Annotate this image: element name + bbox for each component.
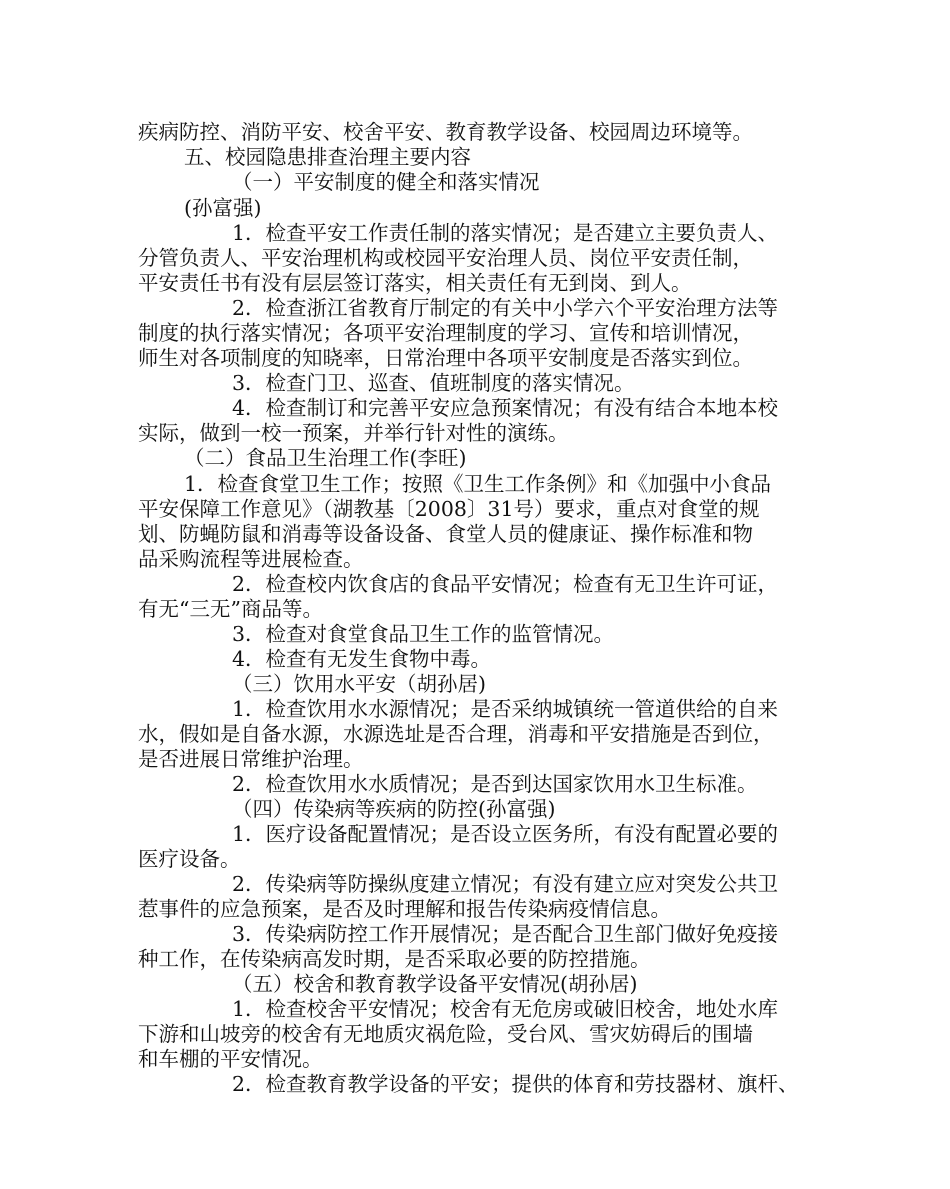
- text-line: 品采购流程等进展检查。: [138, 547, 364, 571]
- text-line: 有无“三无”商品等。: [138, 597, 323, 621]
- text-line: 1．检查平安工作责任制的落实情况；是否建立主要负责人、: [232, 221, 779, 245]
- text-line: 种工作，在传染病高发时期，是否采取必要的防控措施。: [138, 947, 651, 971]
- text-line: 平安责任书有没有层层签订落实，相关责任有无到岗、到人。: [138, 271, 692, 295]
- text-line: 实际，做到一校一预案，并举行针对性的演练。: [138, 421, 569, 445]
- text-line: 3．传染病防控工作开展情况；是否配合卫生部门做好免疫接: [232, 922, 779, 946]
- text-line: 1．检查食堂卫生工作；按照《卫生工作条例》和《加强中小食品: [184, 472, 772, 496]
- text-line: 1．检查校舍平安情况；校舍有无危房或破旧校舍，地处水库: [232, 997, 779, 1021]
- text-line: 分管负责人、平安治理机构或校园平安治理人员、岗位平安责任制，: [138, 246, 753, 270]
- text-line: 2．传染病等防操纵度建立情况；有没有建立应对突发公共卫: [232, 872, 779, 896]
- text-line: 2．检查饮用水水质情况；是否到达国家饮用水卫生标准。: [232, 772, 758, 796]
- text-line: 平安保障工作意见》（湖教基〔2008〕31号）要求，重点对食堂的规: [138, 497, 760, 521]
- text-line: 和车棚的平安情况。: [138, 1047, 323, 1071]
- subsection-heading: （三）饮用水平安（胡孙居): [232, 672, 486, 696]
- text-line: 4．检查有无发生食物中毒。: [232, 647, 492, 671]
- section-heading: 五、校园隐患排查治理主要内容: [184, 145, 471, 169]
- text-line: 4．检查制订和完善平安应急预案情况；有没有结合本地本校: [232, 396, 779, 420]
- text-line: 3．检查对食堂食品卫生工作的监管情况。: [232, 622, 615, 646]
- text-line: 是否进展日常维护治理。: [138, 747, 364, 771]
- text-line: 疾病防控、消防平安、校舍平安、教育教学设备、校园周边环境等。: [138, 120, 753, 144]
- text-line: 3．检查门卫、巡查、值班制度的落实情况。: [232, 371, 635, 395]
- text-line: 制度的执行落实情况；各项平安治理制度的学习、宣传和培训情况，: [138, 321, 753, 345]
- text-line: 医疗设备。: [138, 847, 241, 871]
- text-line: 划、防蝇防鼠和消毒等设备设备、食堂人员的健康证、操作标准和物: [138, 522, 753, 546]
- text-line: 2．检查校内饮食店的食品平安情况；检查有无卫生许可证，: [232, 572, 779, 596]
- text-line: 师生对各项制度的知晓率，日常治理中各项平安制度是否落实到位。: [138, 346, 753, 370]
- text-line: 下游和山坡旁的校舍有无地质灾祸危险，受台风、雪灾妨碍后的围墙: [138, 1022, 753, 1046]
- subsection-heading: （二）食品卫生治理工作(李旺): [184, 446, 467, 470]
- text-line: (孙富强): [184, 196, 262, 220]
- text-line: 水，假如是自备水源，水源选址是否合理，消毒和平安措施是否到位，: [138, 722, 774, 746]
- text-line: 2．检查浙江省教育厅制定的有关中小学六个平安治理方法等: [232, 296, 779, 320]
- text-line: 惹事件的应急预案，是否及时理解和报告传染病疫情信息。: [138, 897, 671, 921]
- text-line: 2．检查教育教学设备的平安；提供的体育和劳技器材、旗杆、: [232, 1072, 799, 1096]
- text-line: 1．医疗设备配置情况；是否设立医务所，有没有配置必要的: [232, 822, 779, 846]
- subsection-heading: （五）校舍和教育教学设备平安情况(胡孙居): [232, 972, 638, 996]
- subsection-heading: （四）传染病等疾病的防控(孙富强): [232, 797, 556, 821]
- subsection-heading: （一）平安制度的健全和落实情况: [232, 170, 540, 194]
- text-line: 1．检查饮用水水源情况；是否采纳城镇统一管道供给的自来: [232, 697, 779, 721]
